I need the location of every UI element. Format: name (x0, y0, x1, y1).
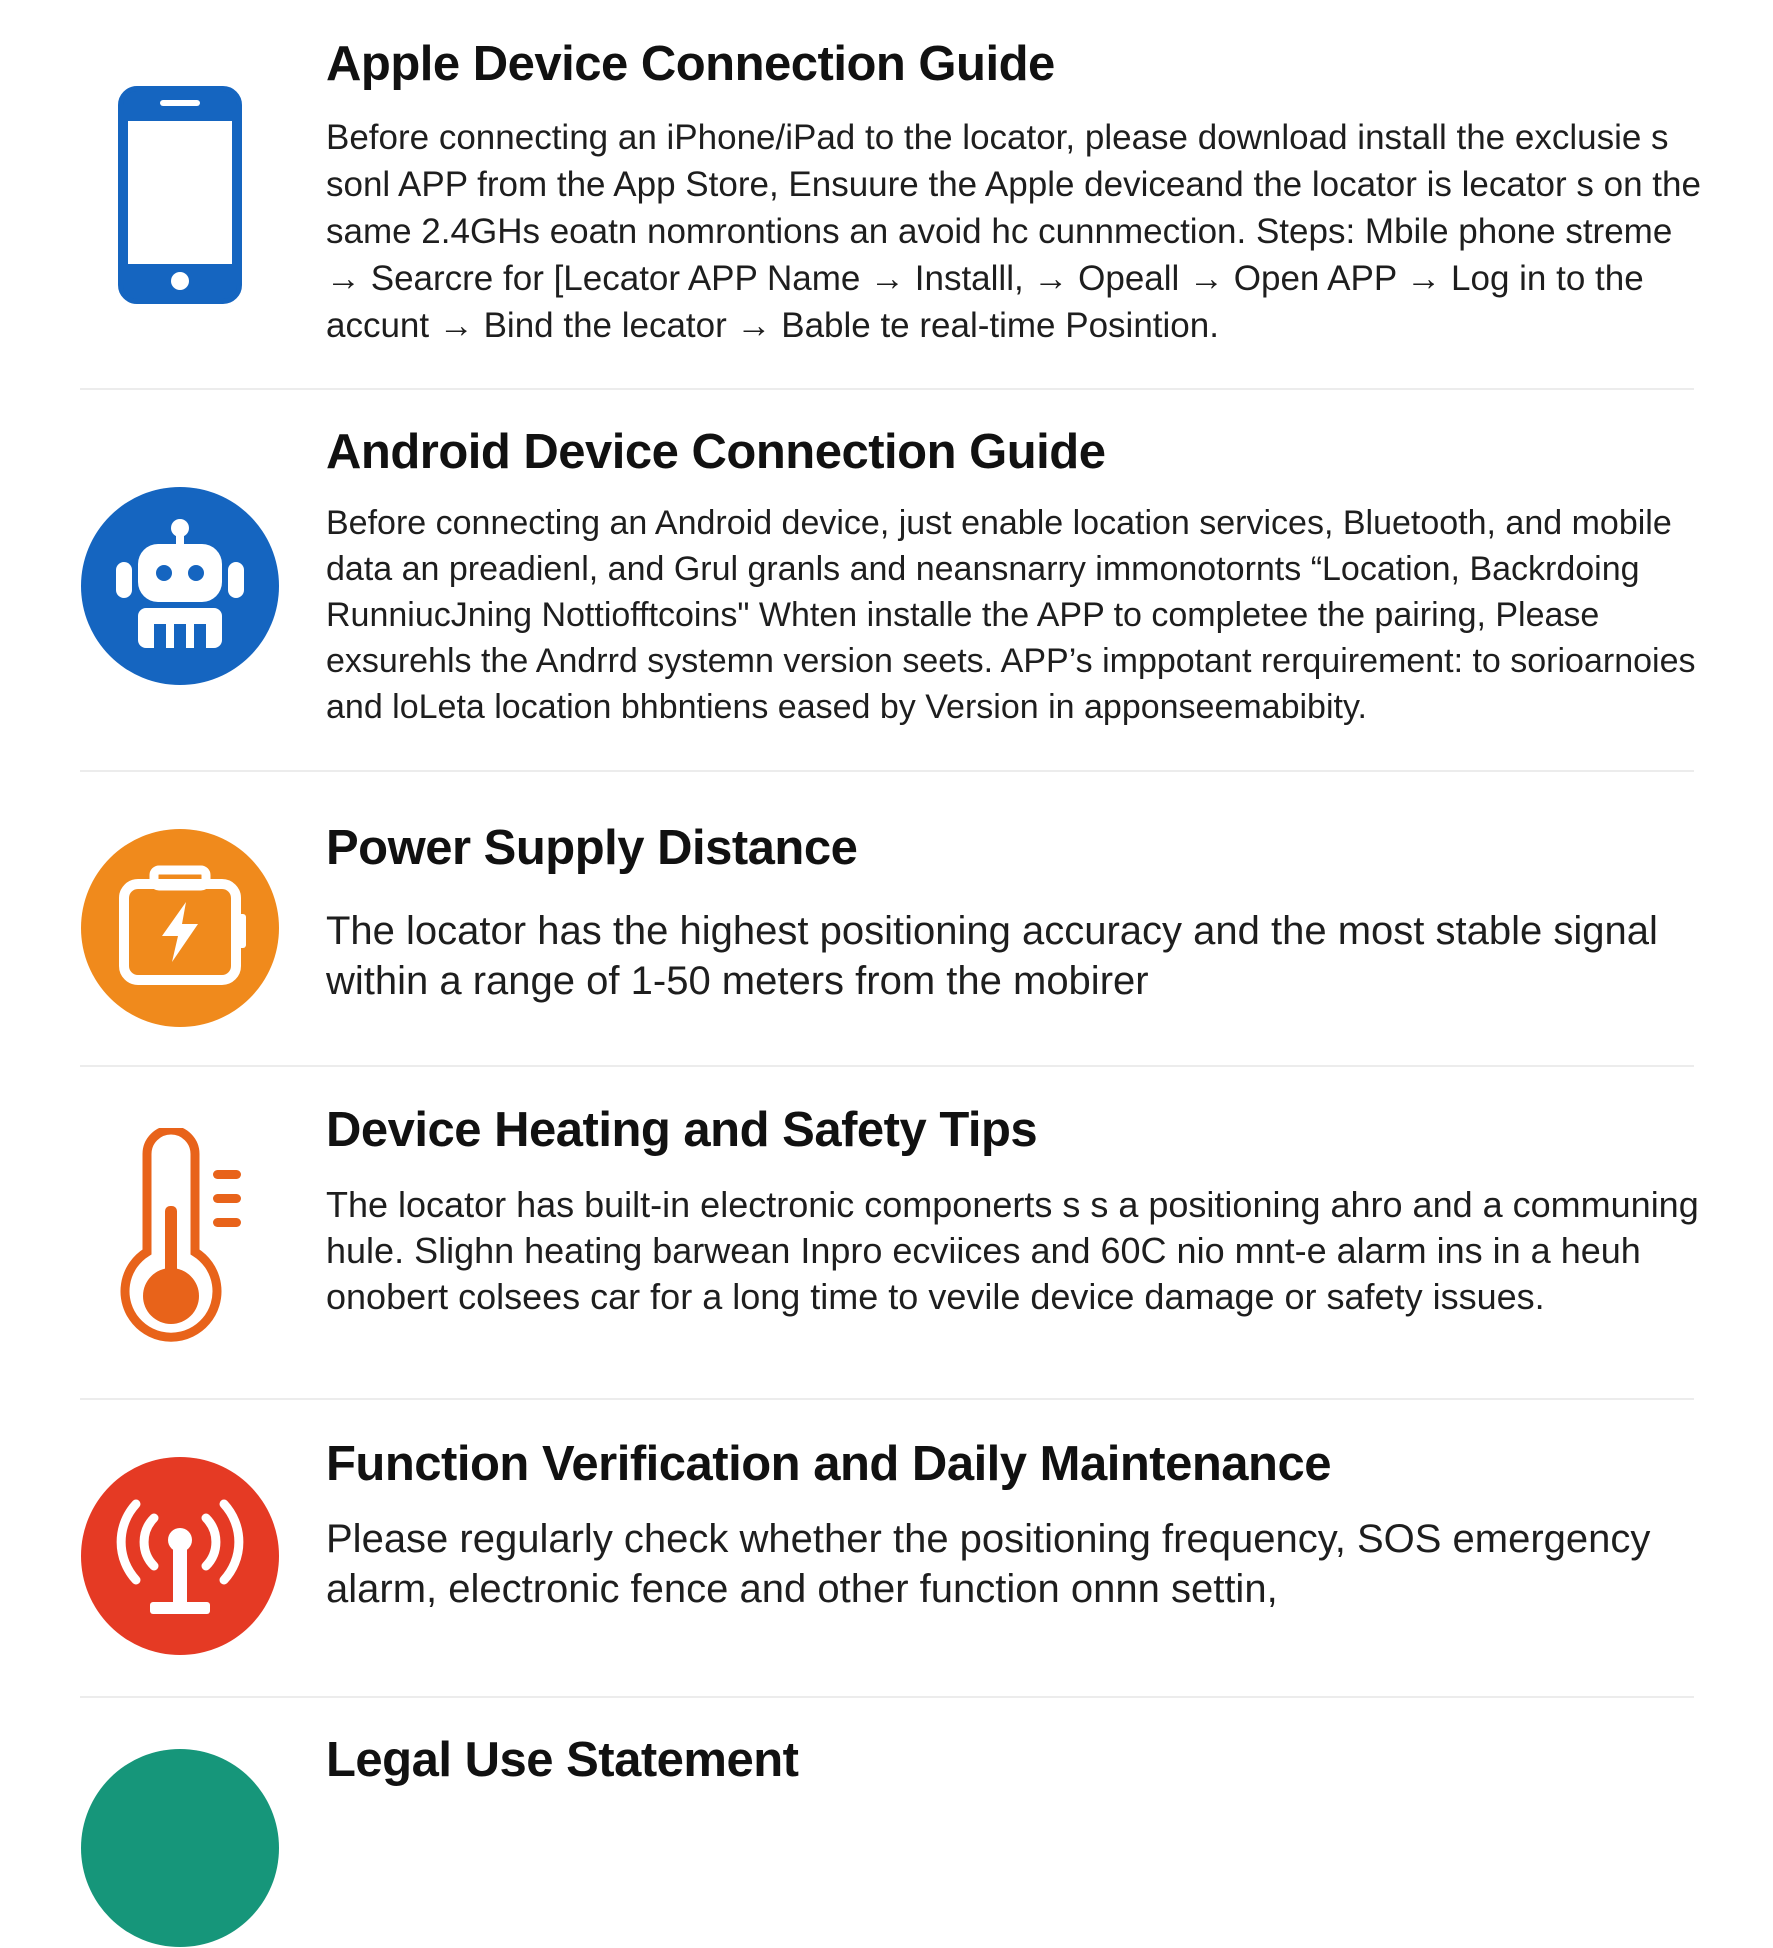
section-body: The locator has the highest positioning accuracy and the most stable signal within a range of 1-50 meters from the mobirer (326, 909, 1658, 1003)
section-body: Please regularly check whether the positioning frequency, SOS emergency alarm, electronic fence and other function onnn settin, (326, 1517, 1651, 1611)
section-title: Power Supply Distance (326, 821, 858, 875)
section-body: Before connecting an Android device, just enable location services, Bluetooth, and mobile data an preadienl, and Grul granls and neansnarry immonotornts “Location, Backrdoing RunniucJning Nottiofftcoins" Whten installe the APP to completee the pairing, Please exsurehls the Andrrd systemn version seets. APP’s imppotant rerquirement: to sorioarnoies and loLeta location bhbntiens eased by Version in apponseemabibity. (326, 504, 1696, 726)
divider (80, 388, 1694, 390)
signal-antenna-icon (80, 1456, 280, 1656)
section-title: Function Verification and Daily Maintenance (326, 1437, 1331, 1491)
legal-icon (80, 1748, 280, 1948)
section-title: Android Device Connection Guide (326, 425, 1106, 479)
section-title: Device Heating and Safety Tips (326, 1103, 1038, 1157)
thermometer-icon (80, 1126, 280, 1350)
section-body: Before connecting an iPhone/iPad to the locator, please download install the exclusie s sonl APP from the App Store, Ensuure the Apple deviceand the locator is lecator s on the same 2.4GHs eoatn nomrontions an avoid hc cunnmection. Steps: Mbile phone streme → Searcre for [Lecator APP Name → Installl, → Opeall → Open APP → Log in to the accunt → Bind the lecator → Bable te real-time Posintion. (326, 118, 1701, 345)
battery-charging-icon (80, 828, 280, 1028)
divider (80, 1398, 1694, 1400)
smartphone-icon (80, 80, 280, 310)
section-title: Apple Device Connection Guide (326, 37, 1055, 91)
divider (80, 1065, 1694, 1067)
section-title: Legal Use Statement (326, 1733, 799, 1787)
section-body: The locator has built-in electronic componerts s s a positioning ahro and a communing hule. Slighn heating barwean Inpro ecviices and 60C nio mnt-e alarm ins in a heuh onobert colsees car for a long time to vevile device damage or safety issues. (326, 1184, 1699, 1317)
divider (80, 1696, 1694, 1698)
android-robot-icon (80, 486, 280, 686)
divider (80, 770, 1694, 772)
